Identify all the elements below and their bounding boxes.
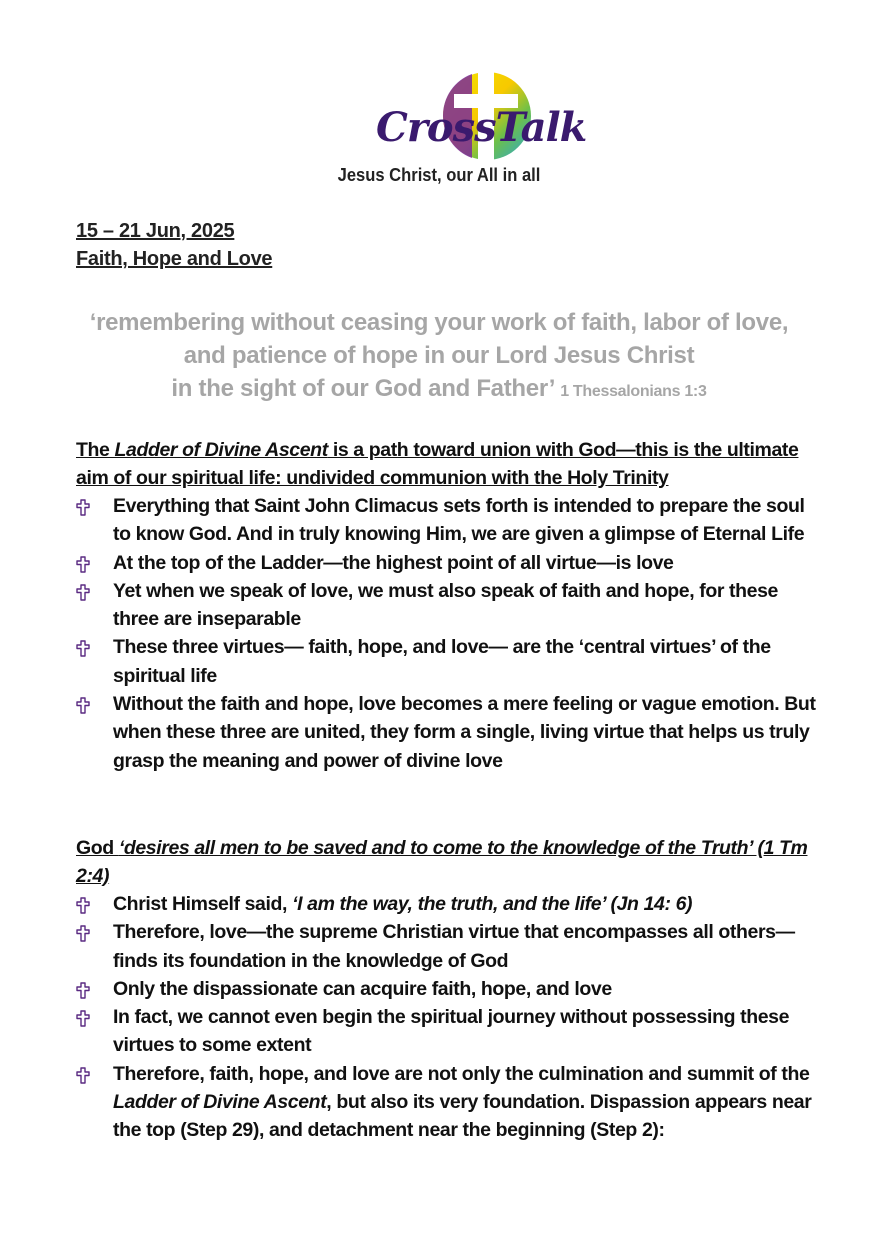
section-2-bullet-list <box>76 890 816 1145</box>
cross-icon <box>76 499 90 516</box>
cross-icon <box>76 640 90 657</box>
section-1-heading-post: is a path toward union with God—this is the ultimate aim of our spiritual life: undivided communion with the Holy Trinity <box>76 439 799 489</box>
quote-line-3-text: in the sight of our God and Father’ <box>171 375 554 402</box>
list-item <box>76 975 816 1003</box>
cross-icon <box>76 584 90 601</box>
section-2-heading <box>76 834 816 890</box>
list-item-text: Therefore, love—the supreme Christian virtue that encompasses all others—finds its foundation in the knowledge of God <box>113 921 795 972</box>
list-item-text: Only the dispassionate can acquire faith, hope, and love <box>113 977 612 1000</box>
list-item-text: In fact, we cannot even begin the spiritual journey without possessing these virtues to some extent <box>113 1006 790 1057</box>
list-item-text-end: , but also its very foundation. Dispassion appears near the top (Step 29), and detachment near the beginning (Step 2): <box>113 1091 812 1142</box>
date-range: 15 – 21 Jun, 2025 <box>76 220 235 242</box>
section-2-heading-pre: God <box>76 837 119 859</box>
list-item <box>76 633 816 690</box>
quote-line-2: and patience of hope in our Lord Jesus Christ <box>183 342 695 369</box>
section-2-heading-italic: ‘desires all men to be saved and to come to the knowledge of the Truth’ (1 Tm 2:4) <box>76 837 808 887</box>
list-item <box>76 549 816 577</box>
cross-icon <box>76 1010 90 1027</box>
list-item-text: Christ Himself said, <box>113 893 293 915</box>
section-1-bullet-list <box>76 492 816 775</box>
quote-reference: 1 Thessalonians 1:3 <box>560 383 707 400</box>
list-item <box>76 918 816 975</box>
page-title: Faith, Hope and Love <box>76 248 273 270</box>
cross-icon <box>76 1067 90 1084</box>
list-item-text: Therefore, faith, hope, and love are not only the culmination and summit of the <box>113 1062 810 1085</box>
logo-text: CrossTalk <box>376 104 587 151</box>
list-item <box>76 890 816 918</box>
scripture-quote <box>0 306 878 408</box>
list-item-italic: Ladder of Divine Ascent <box>113 1091 327 1114</box>
list-item <box>76 577 816 634</box>
list-item-text: Everything that Saint John Climacus sets forth is intended to prepare the soul to know God. And in truly knowing Him, we are given a glimpse of Eternal Life <box>113 495 805 546</box>
list-item <box>76 492 816 549</box>
cross-icon <box>76 925 90 942</box>
section-1-heading <box>76 436 816 492</box>
list-item-text: Without the faith and hope, love becomes a mere feeling or vague emotion. But when these three are united, they form a single, living virtue that helps us truly grasp the meaning and power of divine love <box>113 693 816 772</box>
quote-line-1: ‘remembering without ceasing your work of faith, labor of love, <box>89 309 789 336</box>
section-1-heading-pre: The <box>76 439 115 461</box>
list-item-text: At the top of the Ladder—the highest point of all virtue—is love <box>113 551 674 574</box>
quote-line-3 <box>0 372 878 408</box>
list-item-italic: ‘I am the way, the truth, and the life’ (Jn 14: 6) <box>292 893 693 915</box>
list-item <box>76 1003 816 1060</box>
cross-icon <box>76 556 90 573</box>
list-item <box>76 1060 816 1145</box>
list-item <box>76 690 816 775</box>
crosstalk-logo <box>372 72 587 166</box>
section-1-heading-italic: Ladder of Divine Ascent <box>114 439 328 461</box>
list-item-text: Yet when we speak of love, we must also speak of faith and hope, for these three are inseparable <box>113 579 778 631</box>
tagline: Jesus Christ, our All in all <box>337 165 541 185</box>
cross-icon <box>76 982 90 999</box>
list-item-text: These three virtues— faith, hope, and love— are the ‘central virtues’ of the spiritual life <box>113 636 771 687</box>
cross-icon <box>76 697 90 714</box>
cross-icon <box>76 897 90 914</box>
